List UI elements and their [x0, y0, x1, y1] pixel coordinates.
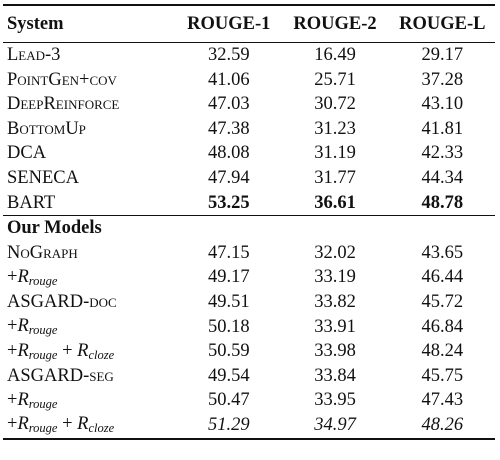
- system-name: [3, 388, 177, 413]
- table-row: [3, 117, 495, 142]
- header-row: [3, 5, 495, 43]
- table-row: [3, 191, 495, 216]
- rouge-l-value: 45.72: [421, 291, 464, 312]
- header-rouge-l: ROUGE-L: [399, 13, 486, 34]
- rouge-1-value: 49.54: [207, 365, 250, 386]
- rouge-2-value: 33.91: [314, 316, 356, 337]
- system-name: PointGen+cov: [7, 69, 117, 90]
- table-row: [3, 92, 495, 117]
- reward-symbol: R: [17, 340, 29, 361]
- plus-sign: +: [57, 414, 78, 435]
- rouge-l-value: 48.24: [421, 341, 464, 362]
- reward-subscript: rouge: [28, 347, 58, 362]
- rouge-2-value: 33.19: [314, 267, 356, 288]
- table-row: [3, 68, 495, 93]
- system-name: [3, 315, 177, 340]
- rouge-2-value: 16.49: [314, 45, 356, 66]
- rouge-2-value: 33.82: [314, 291, 356, 312]
- rouge-2-value: 34.97: [280, 413, 389, 439]
- rouge-l-value: 46.84: [421, 316, 464, 337]
- rouge-l-value: 42.33: [421, 143, 464, 164]
- header-system: System: [7, 13, 64, 34]
- rouge-l-value: 41.81: [421, 118, 464, 139]
- reward-symbol: R: [17, 414, 29, 435]
- system-name: SENECA: [7, 168, 79, 189]
- reward-subscript: rouge: [28, 421, 58, 436]
- table-row: [3, 141, 495, 166]
- rouge-1-value: 47.94: [207, 168, 250, 189]
- system-name: NoGraph: [7, 242, 78, 263]
- rouge-l-value: 47.43: [421, 390, 464, 411]
- rouge-l-value: 48.78: [421, 192, 464, 213]
- rouge-2-value: 25.71: [314, 69, 356, 90]
- rouge-l-value: 45.75: [421, 365, 464, 386]
- reward-symbol: R: [77, 414, 89, 435]
- rouge-l-value: 46.44: [421, 267, 464, 288]
- table-row: [3, 388, 495, 413]
- system-name: ASGARD-doc: [7, 291, 117, 312]
- system-name: [3, 339, 177, 364]
- plus-sign: +: [7, 316, 18, 337]
- plus-sign: +: [7, 266, 18, 287]
- rouge-l-value: 43.65: [421, 242, 464, 263]
- rouge-1-value: 50.18: [207, 316, 250, 337]
- rouge-2-value: 33.84: [314, 365, 356, 386]
- rouge-1-value: 50.47: [207, 390, 250, 411]
- header-rouge-1: ROUGE-1: [187, 13, 271, 34]
- table-row: [3, 241, 495, 266]
- rouge-1-value: 32.59: [207, 45, 250, 66]
- table-row: [3, 265, 495, 290]
- rouge-l-value: 44.34: [421, 168, 464, 189]
- reward-subscript: rouge: [28, 273, 58, 288]
- reward-symbol: R: [77, 340, 89, 361]
- rouge-2-value: 31.23: [314, 118, 356, 139]
- rouge-2-value: 31.19: [314, 143, 356, 164]
- system-name: BART: [7, 192, 56, 213]
- system-name: DCA: [7, 143, 47, 164]
- rouge-2-value: 32.02: [314, 242, 356, 263]
- table-row: [3, 339, 495, 364]
- rouge-2-value: 33.95: [314, 390, 356, 411]
- table-row: [3, 364, 495, 389]
- rouge-2-value: 31.77: [314, 168, 356, 189]
- rouge-1-value: 49.17: [207, 267, 250, 288]
- rouge-1-value: 47.38: [207, 118, 250, 139]
- section-title: Our Models: [3, 216, 495, 241]
- header-rouge-2: ROUGE-2: [293, 13, 377, 34]
- table-row: [3, 413, 495, 439]
- reward-symbol: R: [17, 266, 29, 287]
- rouge-2-value: 33.98: [314, 341, 356, 362]
- reward-subscript: cloze: [88, 421, 115, 436]
- system-name: Lead-3: [7, 45, 61, 66]
- reward-subscript: rouge: [28, 396, 58, 411]
- system-name: ASGARD-seg: [7, 365, 114, 386]
- system-name: BottomUp: [7, 118, 86, 139]
- reward-symbol: R: [17, 316, 29, 337]
- table-row: [3, 43, 495, 68]
- system-name: [3, 413, 177, 439]
- plus-sign: +: [7, 340, 18, 361]
- rouge-2-value: 30.72: [314, 94, 356, 115]
- plus-sign: +: [57, 340, 78, 361]
- system-name: DeepReinforce: [7, 94, 120, 115]
- plus-sign: +: [7, 414, 18, 435]
- rouge-l-value: 29.17: [421, 45, 464, 66]
- rouge-l-value: 48.26: [390, 413, 495, 439]
- results-table: [3, 4, 495, 440]
- table-row: [3, 315, 495, 340]
- table-row: [3, 166, 495, 191]
- plus-sign: +: [7, 389, 18, 410]
- rouge-l-value: 43.10: [421, 94, 464, 115]
- rouge-1-value: 41.06: [207, 69, 250, 90]
- rouge-1-value: 48.08: [207, 143, 250, 164]
- rouge-1-value: 50.59: [207, 341, 250, 362]
- reward-symbol: R: [17, 389, 29, 410]
- reward-subscript: rouge: [28, 323, 58, 338]
- rouge-1-value: 47.03: [207, 94, 250, 115]
- system-name: [3, 265, 177, 290]
- rouge-1-value: 53.25: [207, 192, 250, 213]
- rouge-1-value: 49.51: [207, 291, 250, 312]
- section-header-row: [3, 216, 495, 241]
- rouge-1-value: 47.15: [207, 242, 250, 263]
- rouge-l-value: 37.28: [421, 69, 464, 90]
- rouge-2-value: 36.61: [314, 192, 356, 213]
- reward-subscript: cloze: [88, 347, 115, 362]
- table-row: [3, 290, 495, 315]
- rouge-1-value: 51.29: [177, 413, 280, 439]
